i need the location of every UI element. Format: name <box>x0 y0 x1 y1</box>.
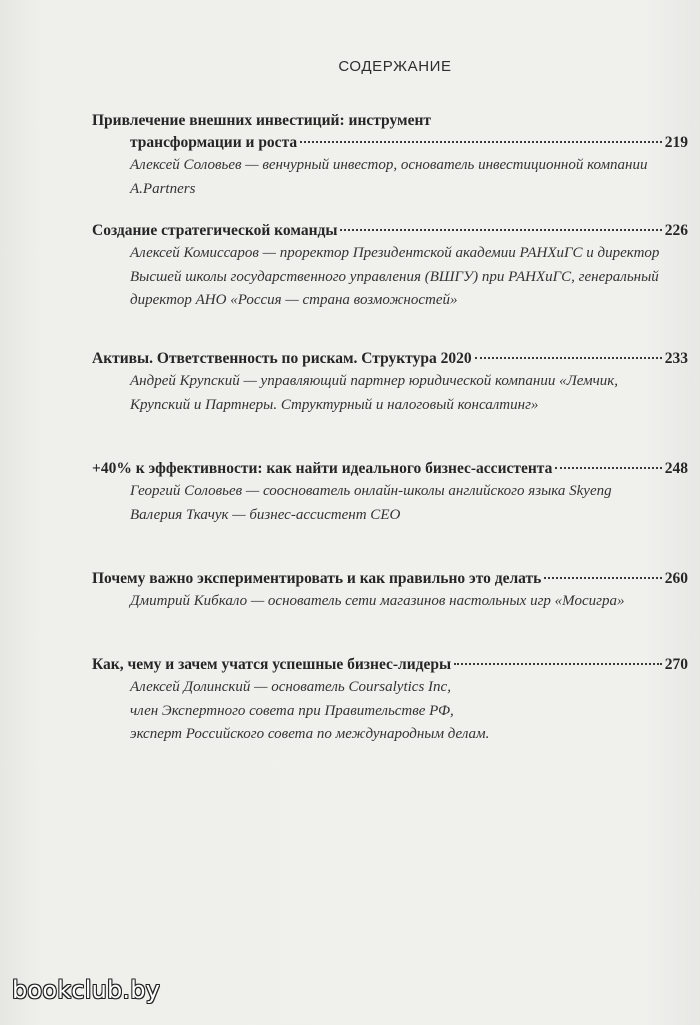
toc-entry-title-row <box>92 654 688 676</box>
toc-entry[interactable] <box>92 348 688 417</box>
toc-entry-author: Алексей Соловьев — венчурный инвестор, основатель инвестиционной компании A.Partners <box>130 157 648 197</box>
toc-entry-title: Как, чему и зачем учатся успешные бизнес-лидеры <box>92 656 452 673</box>
toc-entry-title: Почему важно экспериментировать и как правильно это делать <box>92 570 542 587</box>
toc-entry-title: Создание стратегической команды <box>92 222 338 239</box>
toc-entry-title-row <box>92 348 688 370</box>
toc-entry[interactable] <box>92 568 688 614</box>
dot-leader <box>454 663 662 665</box>
page-title: СОДЕРЖАНИЕ <box>338 58 452 75</box>
toc-entry-page: 270 <box>664 656 688 673</box>
toc-entry-title: +40% к эффективности: как найти идеального бизнес-ассистента <box>92 460 553 477</box>
dot-leader <box>544 577 661 579</box>
toc-entry[interactable] <box>92 110 688 201</box>
watermark-logo: bookclub.by <box>12 976 161 1004</box>
toc-entry-author: Алексей Комиссаров — проректор Президентской академии РАНХиГС и директор Высшей школы государственного управления (ВШГУ) при РАНХиГС, генеральный директор АНО «Россия — страна возможностей» <box>130 245 660 308</box>
toc-entry[interactable] <box>92 220 688 313</box>
toc-entry-title-row <box>92 220 688 242</box>
toc-entry-page: 248 <box>664 460 688 477</box>
toc-entry-page: 260 <box>664 570 688 587</box>
toc-entry-author: член Экспертного совета при Правительстве РФ, <box>130 702 454 719</box>
toc-entry-title-row <box>92 568 688 590</box>
toc-entry-title: Привлечение внешних инвестиций: инструмент <box>92 112 431 129</box>
toc-entry-title: Активы. Ответственность по рискам. Структура 2020 <box>92 350 472 367</box>
toc-entry-title-row <box>92 458 688 480</box>
dot-leader <box>555 467 661 469</box>
toc-entry-page: 233 <box>664 350 688 367</box>
toc-entry-title-cont: трансформации и роста <box>130 134 298 151</box>
toc-entry-page: 219 <box>664 134 688 151</box>
toc-entry-author: Георгий Соловьев — сооснователь онлайн-школы английского языка Skyeng <box>130 483 612 499</box>
dot-leader <box>475 357 662 359</box>
toc-entry-author: Алексей Долинский — основатель Coursalytics Inc, <box>130 679 451 695</box>
toc-entry-author: эксперт Российского совета по международным делам. <box>130 726 490 742</box>
dot-leader <box>340 229 661 231</box>
toc-entry-author: Андрей Крупский — управляющий партнер юридической компании «Лемчик, Крупский и Партнеры. Структурный и налоговый консалтинг» <box>130 373 619 413</box>
toc-entry-author: Валерия Ткачук — бизнес-ассистент CEO <box>130 506 401 523</box>
toc-entry-title-row <box>92 132 688 154</box>
toc-entry-author: Дмитрий Кибкало — основатель сети магазинов настольных игр «Мосигра» <box>130 593 625 609</box>
dot-leader <box>300 141 662 143</box>
toc-entry[interactable] <box>92 458 688 527</box>
toc-entry[interactable] <box>92 654 688 747</box>
toc-entry-page: 226 <box>664 222 688 239</box>
